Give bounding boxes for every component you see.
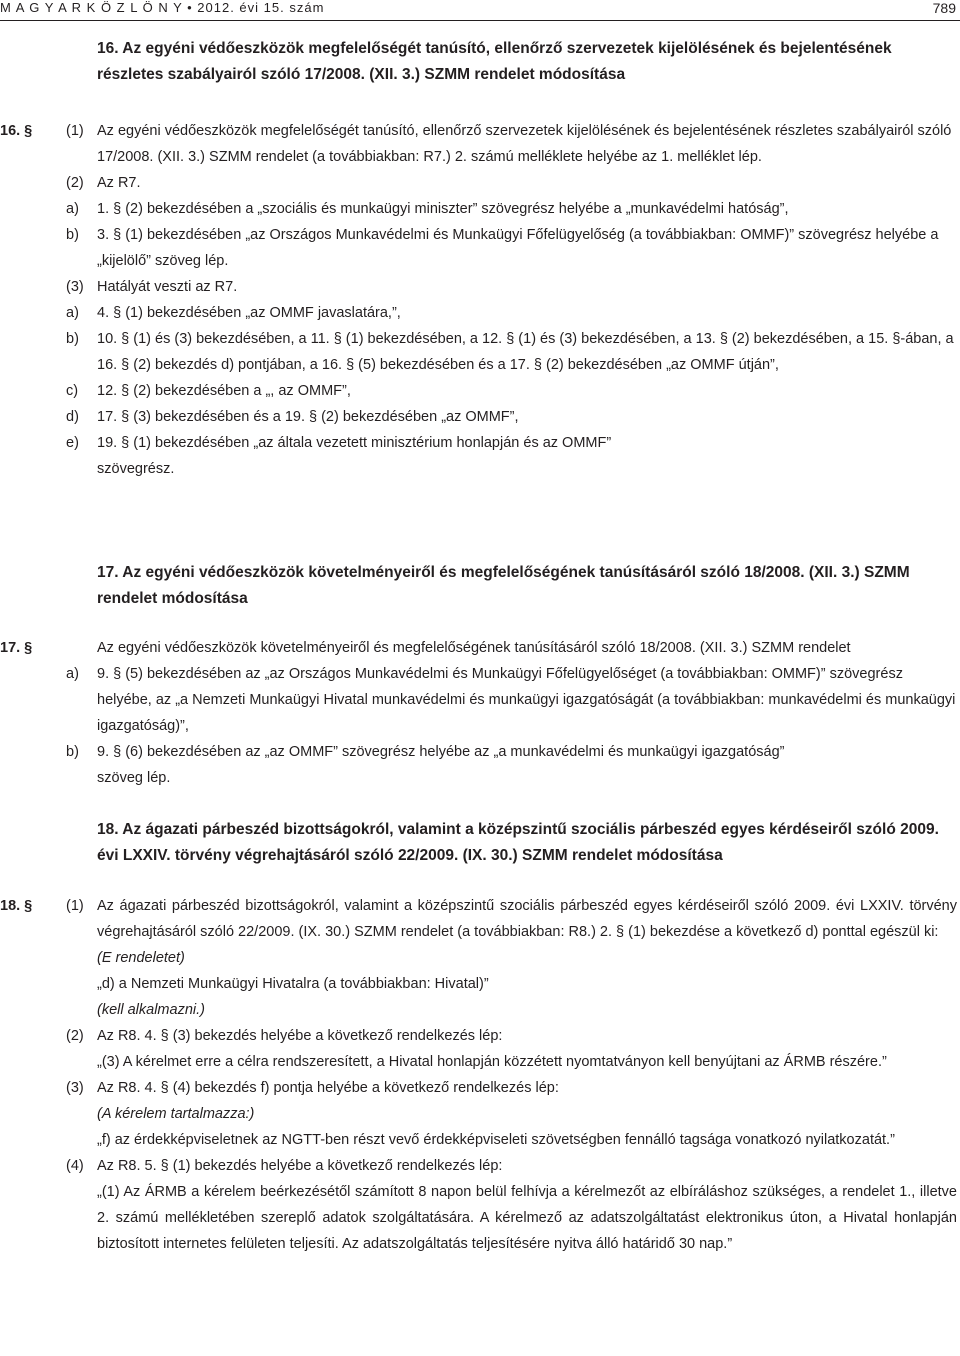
paragraph-text: Az R8. 4. § (4) bekezdés f) pontja helyébe a következő rendelkezés lép: xyxy=(97,1080,559,1096)
quoted-text: „(3) A kérelmet erre a célra rendszeresített, a Hivatal honlapján közzétett nyomtatványon kell benyújtani az ÁRMB részére.” xyxy=(97,1054,887,1070)
section-16-title: 16. Az egyéni védőeszközök megfelelőségét tanúsító, ellenőrző szervezetek kijelölésének és bejelentésének részletes szabályairól szóló 17/2008. (XII. 3.) SZMM rendelet módosítása xyxy=(97,40,892,83)
paragraph-label: (2) xyxy=(66,175,84,191)
item-label: a) xyxy=(66,201,79,217)
section-18-number: 18. § xyxy=(0,898,33,914)
paragraph-label: (3) xyxy=(66,1080,84,1096)
item-text: 1. § (2) bekezdésében a „szociális és munkaügyi miniszter” szövegrész helyébe a „munkavédelmi hatóság”, xyxy=(97,201,789,217)
item-text: 10. § (1) és (3) bekezdésében, a 11. § (1) bekezdésében, a 12. § (1) és (3) bekezdésében, a 13. § (2) bekezdésében, a 15. §-ában, a 16. § (2) bekezdés d) pontjában, a 16. § (5) bekezdésében és a 17. § (2) bekezdésében „az OMMF útján”, xyxy=(97,331,954,373)
paragraph-text: Az ágazati párbeszéd bizottságokról, valamint a középszintű szociális párbeszéd egyes kérdéseiről szóló 2009. évi LXXIV. törvény végrehajtásáról szóló 22/2009. (IX. 30.) SZMM rendelet (a továbbiakban: R8.) 2. § (1) bekezdése a következő d) ponttal egészül ki: xyxy=(97,898,957,940)
item-label: a) xyxy=(66,305,79,321)
paragraph-label: (4) xyxy=(66,1158,84,1174)
section-17-body xyxy=(0,635,960,791)
item-label: a) xyxy=(66,666,79,682)
item-label: b) xyxy=(66,744,79,760)
paragraph-label: (2) xyxy=(66,1028,84,1044)
section-18-title: 18. Az ágazati párbeszéd bizottságokról, valamint a középszintű szociális párbeszéd egyes kérdéseiről szóló 2009. évi LXXIV. törvény végrehajtásáról szóló 22/2009. (IX. 30.) SZMM rendelet módosítása xyxy=(97,821,939,864)
page-header xyxy=(0,0,960,22)
header-rule xyxy=(0,20,960,21)
paragraph-tail: szövegrész. xyxy=(97,461,175,477)
paragraph-tail: szöveg lép. xyxy=(97,770,171,786)
item-label: c) xyxy=(66,383,79,399)
item-text: 12. § (2) bekezdésében a „, az OMMF”, xyxy=(97,383,351,399)
item-text: 17. § (3) bekezdésében és a 19. § (2) bekezdésében „az OMMF”, xyxy=(97,409,519,425)
quoted-text: „f) az érdekképviseletnek az NGTT-ben részt vevő érdekképviseleti szövetségben fennálló tagsága vonatkozó nyilatkozatát.” xyxy=(97,1132,895,1148)
intro-text: (E rendeletet) xyxy=(97,950,185,966)
page-number: 789 xyxy=(932,0,956,16)
paragraph-text: Az egyéni védőeszközök követelményeiről és megfelelőségének tanúsításáról szóló 18/2008. (XII. 3.) SZMM rendelet xyxy=(97,640,851,656)
item-label: d) xyxy=(66,409,79,425)
paragraph-label: (1) xyxy=(66,898,84,914)
section-16-body xyxy=(0,118,960,482)
section-17-number: 17. § xyxy=(0,640,33,656)
paragraph-text: Az R8. 4. § (3) bekezdés helyébe a következő rendelkezés lép: xyxy=(97,1028,503,1044)
paragraph-text: Az R7. xyxy=(97,175,141,191)
quoted-text: „d) a Nemzeti Munkaügyi Hivatalra (a továbbiakban: Hivatal)” xyxy=(97,976,489,992)
item-text: 19. § (1) bekezdésében „az általa vezetett minisztérium honlapján és az OMMF” xyxy=(97,435,612,451)
quoted-text: „(1) Az ÁRMB a kérelem beérkezésétől számított 8 napon belül felhívja a kérelmezőt az elbíráláshoz szükséges, a rendelet 1., illetve 2. számú mellékletében szereplő adatok szolgáltatására. A kérelmező az adatszolgáltatást elektronikus úton, a Hivatal honlapján biztosított internetes felületen teljesíti. Az adatszolgáltatás teljesítésére nyitva álló határidő 30 nap.” xyxy=(97,1184,957,1252)
paragraph-text: Az R8. 5. § (1) bekezdés helyébe a következő rendelkezés lép: xyxy=(97,1158,503,1174)
gazette-title: M A G Y A R K Ö Z L Ö N Y • 2012. évi 15. szám xyxy=(0,0,325,15)
item-text: 9. § (6) bekezdésében az „az OMMF” szövegrész helyébe az „a munkavédelmi és munkaügyi igazgatóság” xyxy=(97,744,785,760)
outro-text: (kell alkalmazni.) xyxy=(97,1002,205,1018)
paragraph-text: Hatályát veszti az R7. xyxy=(97,279,238,295)
item-text: 9. § (5) bekezdésében az „az Országos Munkavédelmi és Munkaügyi Főfelügyelőséget (a továbbiakban: OMMF)” szövegrész helyébe, az „a Nemzeti Munkaügyi Hivatal munkavédelmi és munkaügyi igazgatóságát (a továbbiakban: munkavédelmi és munkaügyi igazgatóság)”, xyxy=(97,666,956,734)
item-label: b) xyxy=(66,331,79,347)
section-17-title: 17. Az egyéni védőeszközök követelményeiről és megfelelőségének tanúsításáról szóló 18/2008. (XII. 3.) SZMM rendelet módosítása xyxy=(97,564,910,607)
item-text: 3. § (1) bekezdésében „az Országos Munkavédelmi és Munkaügyi Főfelügyelőség (a továbbiakban: OMMF)” szövegrész helyébe a „kijelölő” szöveg lép. xyxy=(97,227,939,269)
item-text: 4. § (1) bekezdésében „az OMMF javaslatára,”, xyxy=(97,305,401,321)
item-label: b) xyxy=(66,227,79,243)
paragraph-text: Az egyéni védőeszközök megfelelőségét tanúsító, ellenőrző szervezetek kijelölésének és bejelentésének részletes szabályairól szóló 17/2008. (XII. 3.) SZMM rendelet (a továbbiakban: R7.) 2. számú melléklete helyébe az 1. melléklet lép. xyxy=(97,123,952,165)
paragraph-label: (3) xyxy=(66,279,84,295)
section-18-body xyxy=(0,893,960,1257)
section-16-number: 16. § xyxy=(0,123,33,139)
item-label: e) xyxy=(66,435,79,451)
paragraph-label: (1) xyxy=(66,123,84,139)
intro-text: (A kérelem tartalmazza:) xyxy=(97,1106,255,1122)
